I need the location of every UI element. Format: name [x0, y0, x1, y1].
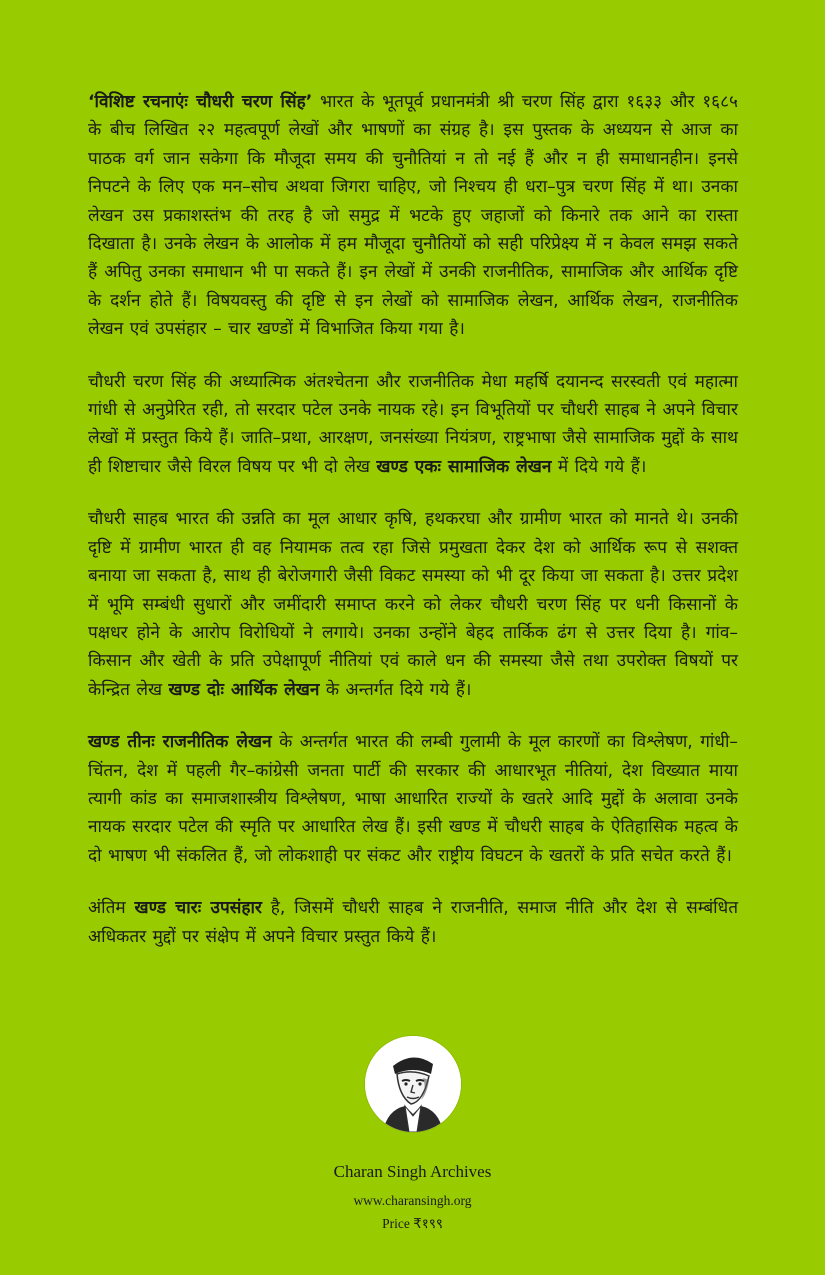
paragraph-section-three-text: के अन्तर्गत भारत की लम्बी गुलामी के मूल कारणों का विश्लेषण, गांधी–चिंतन, देश में पहली गैर–कांग्रेसी जनता पार्टी की सरकार की आधारभूत नीतियां, देश विख्यात माया त्यागी कांड का समाजशास्त्रीय विश्लेषण, भाषा आधारित राज्यों के खतरे आदि मुद्दों के अलावा उनके नायक सरदार पटेल की स्मृति पर आधारित लेख हैं। इसी खण्ड में चौधरी साहब के ऐतिहासिक महत्व के दो भाषण भी संकलित हैं, जो लोकशाही पर संकट और राष्ट्रीय विघटन के खतरों के प्रति सचेत करते हैं। [88, 732, 739, 866]
section-two-title: खण्ड दोः आर्थिक लेखन [168, 679, 320, 700]
archives-name: Charan Singh Archives [333, 1162, 492, 1181]
paragraph-section-two [88, 505, 738, 704]
paragraph-section-four-text: है, जिसमें चौधरी साहब ने राजनीति, समाज नीति और देश से सम्बंधित अधिकतर मुद्दों पर संक्षेप में अपने विचार प्रस्तुत किये हैं। [88, 898, 738, 947]
section-one-title: खण्ड एकः सामाजिक लेखन [376, 456, 552, 477]
archives-website: www.charansingh.org [353, 1193, 472, 1208]
paragraph-section-two-tail: के अन्तर्गत दिये गये हैं। [319, 679, 472, 700]
paragraph-section-one [88, 368, 738, 482]
section-three-title: खण्ड तीनः राजनीतिक लेखन [88, 732, 272, 753]
book-title: ‘विशिष्ट रचनाएंः चौधरी चरण सिंह’ [88, 92, 313, 112]
blurb-text [88, 88, 738, 975]
price-label: Price ₹१९९ [382, 1216, 443, 1231]
paragraph-intro-text: भारत के भूतपूर्व प्रधानमंत्री श्री चरण सिंह द्वारा १६३३ और १६८५ के बीच लिखित २२ महत्वपूर्ण लेखों और भाषणों का संग्रह है। इस पुस्तक के अध्ययन से आज का पाठक वर्ग जान सकेगा कि मौजूदा समय की चुनौतियां न तो नई हैं और न ही समाधानहीन। इनसे निपटने के लिए एक मन–सोच अथवा जिगरा चाहिए, जो निश्चय ही धरा–पुत्र चरण सिंह में था। उनका लेखन उस प्रकाशस्तंभ की तरह है जो समुद्र में भटके हुए जहाजों को किनारे तक आने का रास्ता दिखाता है। उनके लेखन के आलोक में हम मौजूदा चुनौतियों को सही परिप्रेक्ष्य में न केवल समझ सकते हैं अपितु उनका समाधान भी पा सकते हैं। इन लेखों में उनकी राजनीतिक, सामाजिक और आर्थिक दृष्टि के दर्शन होते हैं। विषयवस्तु की दृष्टि से इन लेखों को सामाजिक लेखन, आर्थिक लेखन, राजनीतिक लेखन एवं उपसंहार – चार खण्डों में विभाजित किया गया है। [88, 92, 738, 340]
paragraph-section-three [88, 728, 738, 870]
paragraph-section-four [88, 894, 738, 951]
paragraph-intro [88, 88, 738, 344]
paragraph-section-two-text: चौधरी साहब भारत की उन्नति का मूल आधार कृषि, हथकरघा और ग्रामीण भारत को मानते थे। उनकी दृष्टि में ग्रामीण भारत ही वह नियामक तत्व रहा जिसे प्रमुखता देकर देश को आर्थिक रूप से सशक्त बनाया जा सकता है, साथ ही बेरोजगारी जैसी विकट समस्या को भी दूर किया जा सकता है। उत्तर प्रदेश में भूमि सम्बंधी सुधारों और जमींदारी समाप्त करने को लेकर चौधरी चरण सिंह पर धनी किसानों के पक्षधर होने के आरोप विरोधियों ने लगाये। उनका उन्होंने बेहद तार्किक ढंग से उत्तर दिया है। गांव–किसान और खेती के प्रति उपेक्षापूर्ण नीतियां एवं काले धन की समस्या जैसे तथा उपरोक्त विषयों पर केन्द्रित लेख [88, 509, 738, 700]
paragraph-section-one-text: चौधरी चरण सिंह की अध्यात्मिक अंतश्चेतना और राजनीतिक मेधा महर्षि दयानन्द सरस्वती एवं महात्मा गांधी से अनुप्रेरित रही, तो सरदार पटेल उनके नायक रहे। इन विभूतियों पर चौधरी साहब ने अपने विचार लेखों में प्रस्तुत किये हैं। जाति–प्रथा, आरक्षण, जनसंख्या नियंत्रण, राष्ट्रभाषा जैसे सामाजिक मुद्दों के साथ ही शिष्टाचार जैसे विरल विषय पर भी दो लेख [88, 371, 738, 477]
paragraph-section-one-tail: में दिये गये हैं। [551, 456, 647, 477]
section-four-title: खण्ड चारः उपसंहार [134, 898, 262, 919]
paragraph-section-four-lead: अंतिम [88, 898, 135, 919]
charan-singh-portrait-icon [365, 1036, 461, 1132]
